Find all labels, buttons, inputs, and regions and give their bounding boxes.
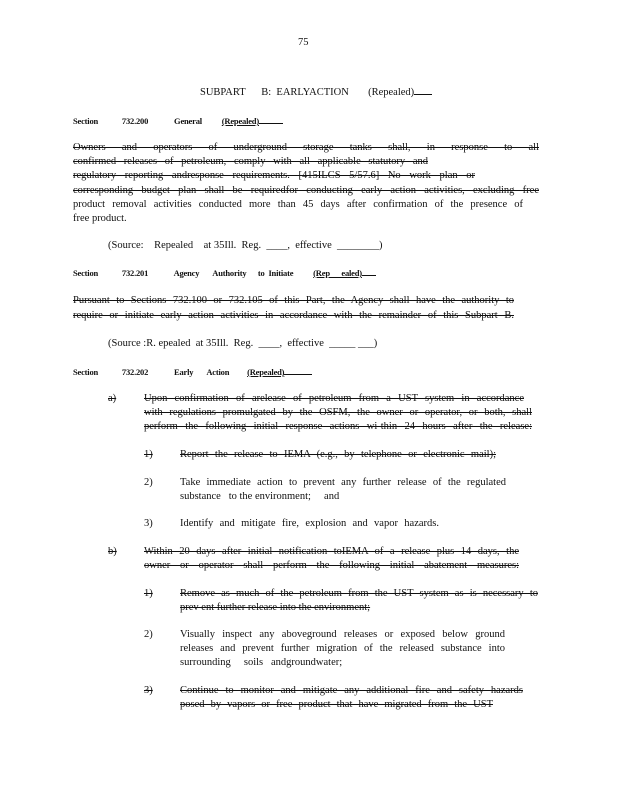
subsection-a-line: Upon confirmation of arelease of petroleum from a UST system in accordance <box>144 393 524 404</box>
section-name: Agency Authority to Initiate <box>173 268 294 278</box>
item-marker: 2) <box>144 629 153 640</box>
subsection-b-marker: b) <box>108 546 117 557</box>
item-line: releases and prevent further migration of the released substance into <box>180 643 505 654</box>
subpart-title-text: SUBPART B: EARLYACTION <box>200 87 349 98</box>
subsection-a-marker: a) <box>108 393 117 404</box>
section-name: Early Action <box>174 367 230 377</box>
section-200-heading <box>73 116 283 126</box>
section-status: (Repealed) <box>221 116 259 126</box>
section-name: General <box>174 116 202 126</box>
section-200-body-line: regulatory reporting andresponse requirements. [415ILCS 5/57.6] No work plan or <box>73 170 475 181</box>
subsection-a-line: with regulations promulgated by the OSFM, the owner or operator, or both, shall <box>144 407 532 418</box>
section-201-body-line: require or initiate early action activities in accordance with the remainder of this Subpart B. <box>73 310 514 321</box>
section-202-heading <box>73 367 312 377</box>
section-200-source: (Source: Repealed at 35Ill. Reg. ____, effective ________) <box>108 240 383 251</box>
section-label: Section <box>73 268 99 278</box>
section-status: (Repealed) <box>247 367 285 377</box>
section-number: 732.201 <box>121 268 149 278</box>
item-line: Take immediate action to prevent any further release of the regulated <box>180 477 506 488</box>
subsection-b-line: Within 20 days after initial notification toIEMA of a release plus 14 days, the <box>144 546 519 557</box>
item-line: prev ent further release into the environment; <box>180 602 371 613</box>
item-marker: 2) <box>144 477 153 488</box>
section-201-heading <box>73 268 376 278</box>
item-line: surrounding soils andgroundwater; <box>180 657 343 668</box>
item-marker: 1) <box>144 588 153 599</box>
item-marker: 3) <box>144 685 153 696</box>
section-200-body-line: confirmed releases of petroleum, comply with all applicable statutory and <box>73 156 428 167</box>
section-201-source: (Source :R. epealed at 35Ill. Reg. ____, effective _____ ___) <box>108 338 378 349</box>
section-number: 732.200 <box>121 116 149 126</box>
subsection-b-line: owner or operator shall perform the following initial abatement measures: <box>144 560 519 571</box>
section-status: (Rep ealed) <box>313 268 362 278</box>
item-line: posed by vapors or free product that have migrated from the UST <box>180 699 493 710</box>
item-marker: 1) <box>144 449 153 460</box>
section-200-body-line: corresponding budget plan shall be requiredfor conducting early action activities, excluding free <box>73 185 539 196</box>
item-marker: 3) <box>144 518 153 529</box>
item-line: substance to the environment; and <box>180 491 340 502</box>
item-line: Remove as much of the petroleum from the UST system as is necessary to <box>180 588 538 599</box>
page-number: 75 <box>298 37 309 48</box>
section-200-body-line: Owners and operators of underground storage tanks shall, in response to all <box>73 142 539 153</box>
section-number: 732.202 <box>121 367 149 377</box>
subpart-title <box>200 86 432 100</box>
item-line: Report the release to IEMA (e.g., by telephone or electronic mail); <box>180 449 496 460</box>
subpart-status: (Repealed) <box>368 87 415 98</box>
section-200-body-line: product removal activities conducted more than 45 days after confirmation of the presence of <box>73 199 523 210</box>
item-line: Visually inspect any aboveground releases or exposed below ground <box>180 629 505 640</box>
item-line: Identify and mitigate fire, explosion and vapor hazards. <box>180 518 439 529</box>
section-201-body-line: Pursuant to Sections 732.100 or 732.105 of this Part, the Agency shall have the authority to <box>73 295 514 306</box>
item-line: Continue to monitor and mitigate any additional fire and safety hazards <box>180 685 523 696</box>
section-label: Section <box>73 116 99 126</box>
section-label: Section <box>73 367 99 377</box>
section-200-body-line: free product. <box>73 213 127 224</box>
subsection-a-line: perform the following initial response actions wi-thin 24 hours after the release: <box>144 421 532 432</box>
